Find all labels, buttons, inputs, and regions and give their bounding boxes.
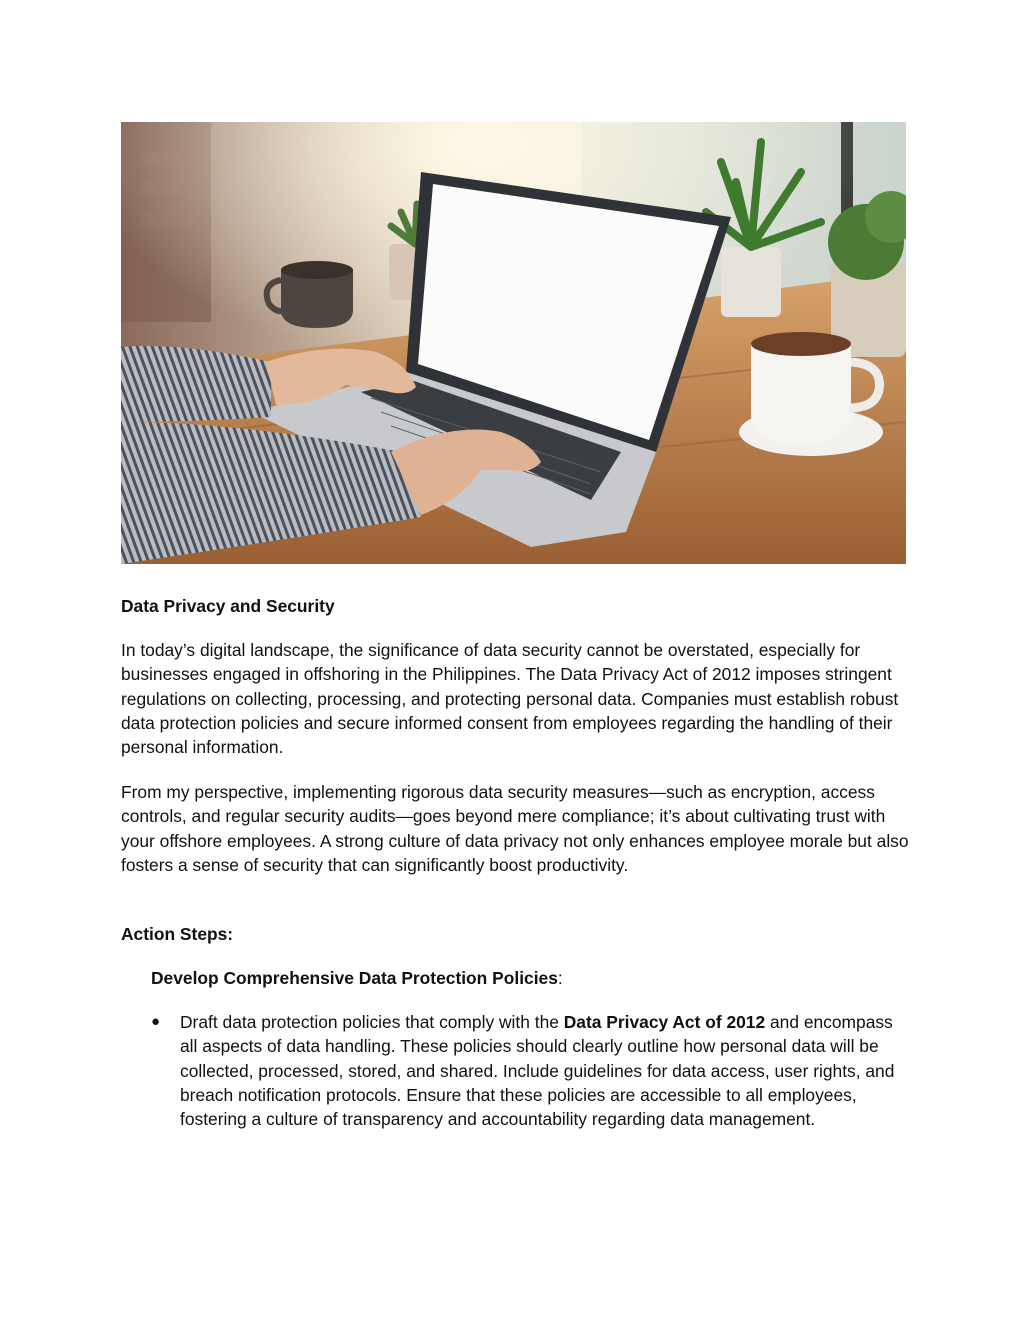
subheading — [151, 966, 911, 990]
laptop-desk-photo — [121, 122, 906, 564]
bullet-text-bold: Data Privacy Act of 2012 — [563, 1012, 766, 1032]
subheading-suffix: : — [557, 968, 563, 988]
bullet-text-before: Draft data protection policies that comply with the — [180, 1012, 564, 1032]
subheading-label: Develop Comprehensive Data Protection Policies — [151, 968, 558, 988]
bullet-list — [151, 1010, 911, 1131]
paragraph-intro: In today’s digital landscape, the significance of data security cannot be overstated, especially for businesses engaged in offshoring in the Philippines. The Data Privacy Act of 2012 imposes stringent regulations on collecting, processing, and protecting personal data. Companies must establish robust data protection policies and secure informed consent from employees regarding the handling of their personal information. — [121, 640, 899, 758]
paragraph-perspective: From my perspective, implementing rigorous data security measures—such as encryption, access controls, and regular security audits—goes beyond mere compliance; it’s about cultivating trust with your offshore employees. A strong culture of data privacy not only enhances employee morale but also fosters a sense of security that can significantly boost productivity. — [121, 782, 909, 875]
bullet-icon: ● — [151, 1013, 161, 1030]
list-item — [151, 1010, 911, 1131]
bullet-text-after: and encompass all aspects of data handling. These policies should clearly outline how personal data will be collected, processed, stored, and shared. Include guidelines for data access, user rights, and breach notification protocols. Ensure that these policies are accessible to all employees, fostering a culture of transparency and accountability regarding data management. — [180, 1012, 895, 1130]
action-steps-title: Action Steps: — [121, 924, 234, 944]
section-title: Data Privacy and Security — [121, 596, 335, 616]
